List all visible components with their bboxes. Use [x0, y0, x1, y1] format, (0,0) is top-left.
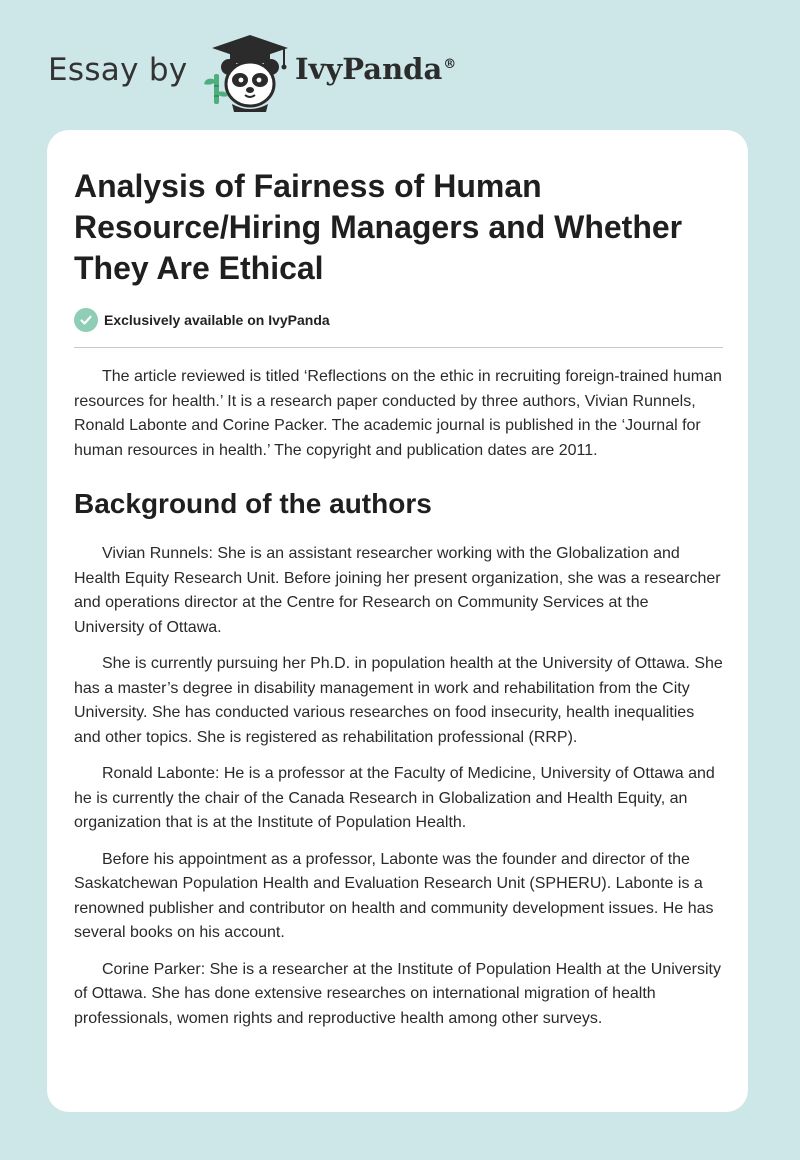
- check-icon: [74, 308, 98, 332]
- brand-name[interactable]: IvyPanda®: [295, 52, 457, 86]
- section-heading: Background of the authors: [74, 488, 432, 519]
- paragraph: Before his appointment as a professor, Labonte was the founder and director of the Saskatchewan Population Health and Evaluation Research Unit (SPHERU). Labonte is a renowned publisher and contributor on health and community development issues. He has several books on his account.: [74, 850, 714, 941]
- brand-header: [48, 34, 508, 114]
- panda-logo-icon[interactable]: [200, 34, 300, 112]
- essay-content: [74, 166, 723, 1031]
- essay-card: [47, 130, 748, 1112]
- badge-label: Exclusively available on IvyPanda: [104, 312, 330, 328]
- paragraph: She is currently pursuing her Ph.D. in population health at the University of Ottawa. She has a master’s degree in disability management in work and rehabilitation from the City University. She has conducted various researches on food insecurity, health inequalities and other topics. She is registered as rehabilitation professional (RRP).: [74, 655, 723, 746]
- paragraph: Vivian Runnels: She is an assistant researcher working with the Globalization and Health Equity Research Unit. Before joining her present organization, she was a researcher and operations director at the Centre for Research on Community Services at the University of Ottawa.: [74, 545, 721, 636]
- page-title: Analysis of Fairness of Human Resource/Hiring Managers and Whether They Are Ethical: [74, 168, 683, 286]
- brand-prefix: Essay by: [48, 52, 188, 88]
- divider: [74, 347, 723, 348]
- intro-paragraph: The article reviewed is titled ‘Reflections on the ethic in recruiting foreign-trained human resources for health.’ It is a research paper conducted by three authors, Vivian Runnels, Ronald Labonte and Corine Packer. The academic journal is published in the ‘Journal for human resources in health.’ The copyright and publication dates are 2011.: [74, 368, 722, 459]
- paragraph: Ronald Labonte: He is a professor at the Faculty of Medicine, University of Ottawa and he is currently the chair of the Canada Research in Globalization and Health Equity, an organization that is at the Institute of Population Health.: [74, 765, 715, 831]
- exclusive-badge: [74, 306, 723, 334]
- paragraph: Corine Parker: She is a researcher at the Institute of Population Health at the University of Ottawa. She has done extensive researches on international migration of health professionals, women rights and reproductive health among other surveys.: [74, 960, 721, 1027]
- registered-mark: ®: [443, 57, 457, 73]
